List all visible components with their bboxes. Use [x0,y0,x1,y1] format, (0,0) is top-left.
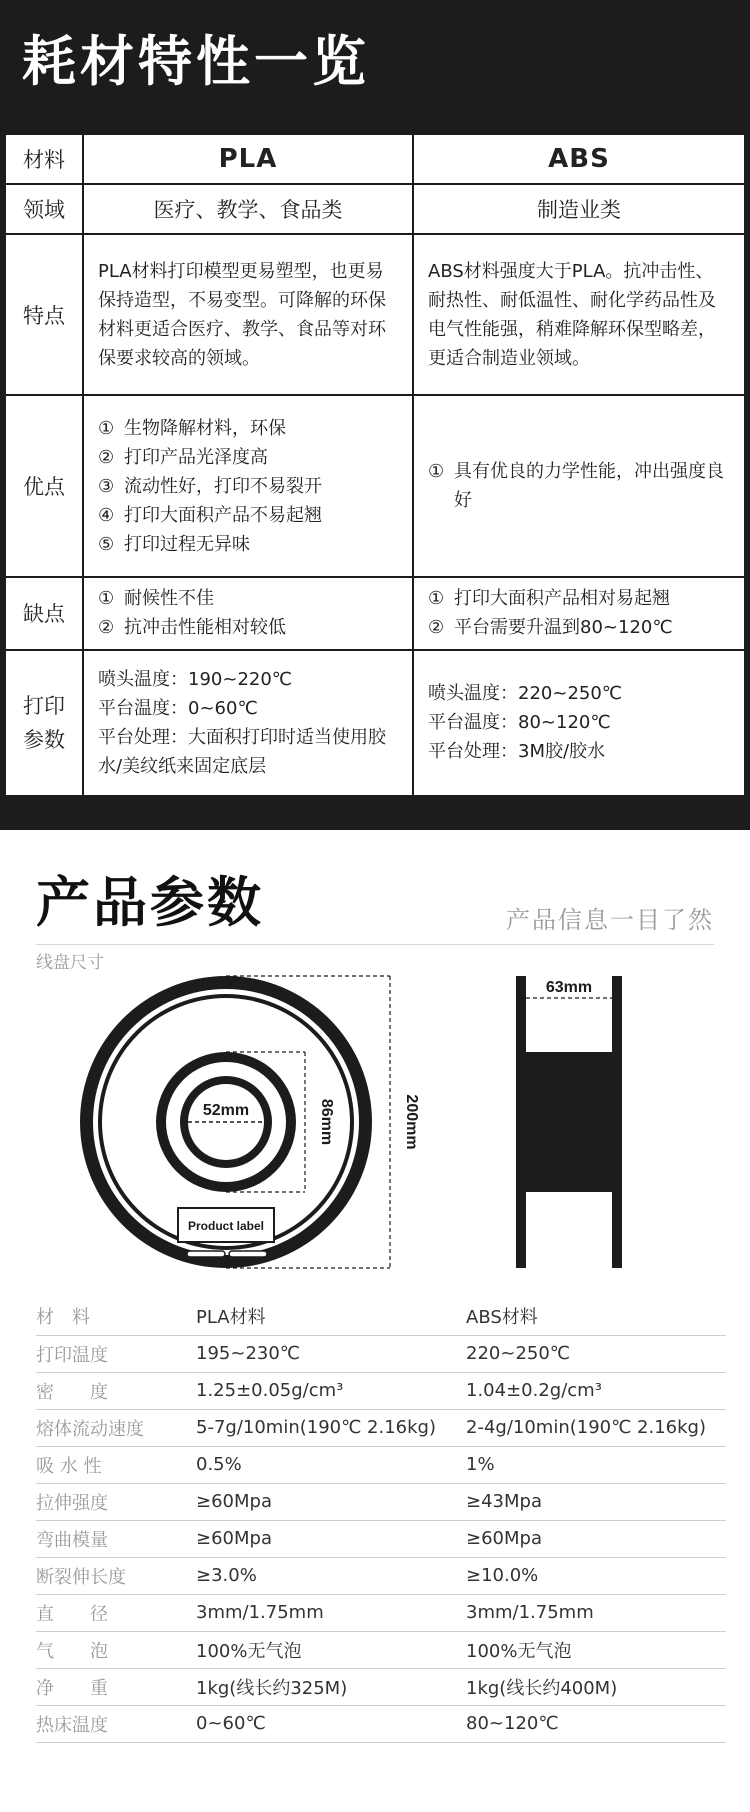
spool-dimension-diagram [0,960,750,1280]
spool-front-view [80,976,420,1268]
list-number: ② [428,617,445,639]
table-row [36,1483,726,1520]
spec-pla: ≥60Mpa [196,1483,466,1520]
width-label: 63mm [545,979,593,996]
table-row [36,1705,726,1742]
table-row [5,650,745,796]
list-number: ① [428,461,445,483]
param-line: 平台温度：0~60℃ [98,697,258,719]
list-number: ① [428,588,445,610]
list-text: 打印产品光泽度高 [124,446,268,468]
cell-abs [413,650,745,796]
list-item [428,584,730,613]
param-line: 平台处理：大面积打印时适当使用胶水/美纹纸来固定底层 [98,726,386,777]
table-row [36,1409,726,1446]
spec-abs: 1.04±0.2g/cm³ [466,1372,726,1409]
row-label-line: 打印 [23,693,65,718]
cell-abs [413,577,745,649]
spec-key: 净 重 [36,1668,196,1705]
slot [187,1251,225,1257]
spec-key: 直 径 [36,1594,196,1631]
spec-pla: 100%无气泡 [196,1631,466,1668]
table-row [36,1594,726,1631]
table-row [36,1335,726,1372]
comparison-table [4,133,746,797]
spec-key: 材 料 [36,1298,196,1335]
cell-pla: 医疗、教学、食品类 [83,184,413,234]
spool-side-view [516,976,622,1268]
spec-abs: 1% [466,1446,726,1483]
list-number: ③ [98,475,115,497]
spec-pla: 0~60℃ [196,1705,466,1742]
spec-key: 热床温度 [36,1705,196,1742]
spec-pla: PLA材料 [196,1298,466,1335]
left-flange [516,976,526,1268]
row-label: 优点 [5,395,83,578]
product-params-subtitle: 产品信息一目了然 [506,906,714,934]
list-item [98,472,398,501]
list-text: 耐候性不佳 [124,588,214,610]
list-text: 打印大面积产品相对易起翘 [454,588,670,610]
cell-abs [413,395,745,578]
spec-key: 拉伸强度 [36,1483,196,1520]
spec-pla: 195~230℃ [196,1335,466,1372]
param-line: 平台处理：3M胶/胶水 [428,741,606,763]
table-row [36,1557,726,1594]
cell-pla: PLA材料打印模型更易塑型，也更易保持造型，不易变型。可降解的环保材料更适合医疗、教学、食品等对环保要求较高的领域。 [83,234,413,394]
inner-diameter-label: 52mm [202,1102,250,1119]
table-row [36,1372,726,1409]
spec-abs: 1kg(线长约400M) [466,1668,726,1705]
right-flange [612,976,622,1268]
spec-abs: 3mm/1.75mm [466,1594,726,1631]
column-header-pla: PLA [83,134,413,184]
spec-table-body [36,1298,726,1742]
spec-key: 熔体流动速度 [36,1409,196,1446]
spec-abs: ≥60Mpa [466,1520,726,1557]
slot [229,1251,267,1257]
table-row [5,234,745,394]
table-row [36,1631,726,1668]
list-item [428,457,730,515]
list-number: ② [98,446,115,468]
spec-table [36,1298,726,1743]
table-row [5,134,745,184]
spec-key: 断裂伸长度 [36,1557,196,1594]
product-label-text: Product label [187,1219,265,1233]
list-item [98,501,398,530]
row-label: 缺点 [5,577,83,649]
cell-abs: 制造业类 [413,184,745,234]
table-row [36,1446,726,1483]
product-params-title: 产品参数 [36,871,264,934]
spec-abs: 2-4g/10min(190℃ 2.16kg) [466,1409,726,1446]
list-text: 打印大面积产品不易起翘 [124,504,322,526]
cell-pla [83,395,413,578]
spec-abs: 100%无气泡 [466,1631,726,1668]
param-line: 喷头温度：220~250℃ [428,683,623,705]
cell-pla [83,650,413,796]
list-number: ④ [98,504,115,526]
filament-body [526,1052,612,1192]
list-text: 平台需要升温到80~120℃ [454,617,673,639]
spec-key: 密 度 [36,1372,196,1409]
list-text: 生物降解材料，环保 [124,417,286,439]
spool-size-caption: 线盘尺寸 [36,953,104,973]
spec-key: 吸 水 性 [36,1446,196,1483]
table-row [36,1668,726,1705]
list-item [98,414,398,443]
list-text: 流动性好，打印不易裂开 [124,475,322,497]
list-item [98,443,398,472]
table-row [5,395,745,578]
list-number: ① [98,588,115,610]
spec-key: 打印温度 [36,1335,196,1372]
table-row [36,1520,726,1557]
row-label [5,650,83,796]
param-line: 喷头温度：190~220℃ [98,668,293,690]
spec-pla: 1kg(线长约325M) [196,1668,466,1705]
material-comparison-section [0,0,750,830]
spec-key: 气 泡 [36,1631,196,1668]
list-number: ① [98,417,115,439]
table-row [5,577,745,649]
spec-abs: ≥43Mpa [466,1483,726,1520]
list-item [98,584,398,613]
row-label: 特点 [5,234,83,394]
spec-pla: ≥60Mpa [196,1520,466,1557]
list-text: 具有优良的力学性能，冲出强度良好 [454,461,724,512]
hub-diameter-label: 86mm [318,1098,335,1146]
spec-pla: 3mm/1.75mm [196,1594,466,1631]
outer-diameter-label: 200mm [403,1094,420,1150]
spec-pla: 0.5% [196,1446,466,1483]
section-title: 耗材特性一览 [22,30,370,93]
spec-key: 弯曲模量 [36,1520,196,1557]
table-row [5,184,745,234]
spec-abs: 80~120℃ [466,1705,726,1742]
list-item [428,613,730,642]
table-header-row [36,1298,726,1335]
row-label: 材料 [5,134,83,184]
row-label: 领域 [5,184,83,234]
list-number: ② [98,617,115,639]
spec-pla: 5-7g/10min(190℃ 2.16kg) [196,1409,466,1446]
spec-pla: 1.25±0.05g/cm³ [196,1372,466,1409]
list-item [98,530,398,559]
cell-abs: ABS材料强度大于PLA。抗冲击性、耐热性、耐低温性、耐化学药品性及电气性能强，稍难降解环保型略差，更适合制造业领域。 [413,234,745,394]
divider [36,944,714,945]
list-text: 打印过程无异味 [124,533,250,555]
column-header-abs: ABS [413,134,745,184]
list-item [98,613,398,642]
spec-abs: ≥10.0% [466,1557,726,1594]
cell-pla [83,577,413,649]
spec-pla: ≥3.0% [196,1557,466,1594]
spec-abs: 220~250℃ [466,1335,726,1372]
row-label-line: 参数 [23,727,65,752]
param-line: 平台温度：80~120℃ [428,712,611,734]
list-number: ⑤ [98,533,115,555]
spec-abs: ABS材料 [466,1298,726,1335]
list-text: 抗冲击性能相对较低 [124,617,286,639]
